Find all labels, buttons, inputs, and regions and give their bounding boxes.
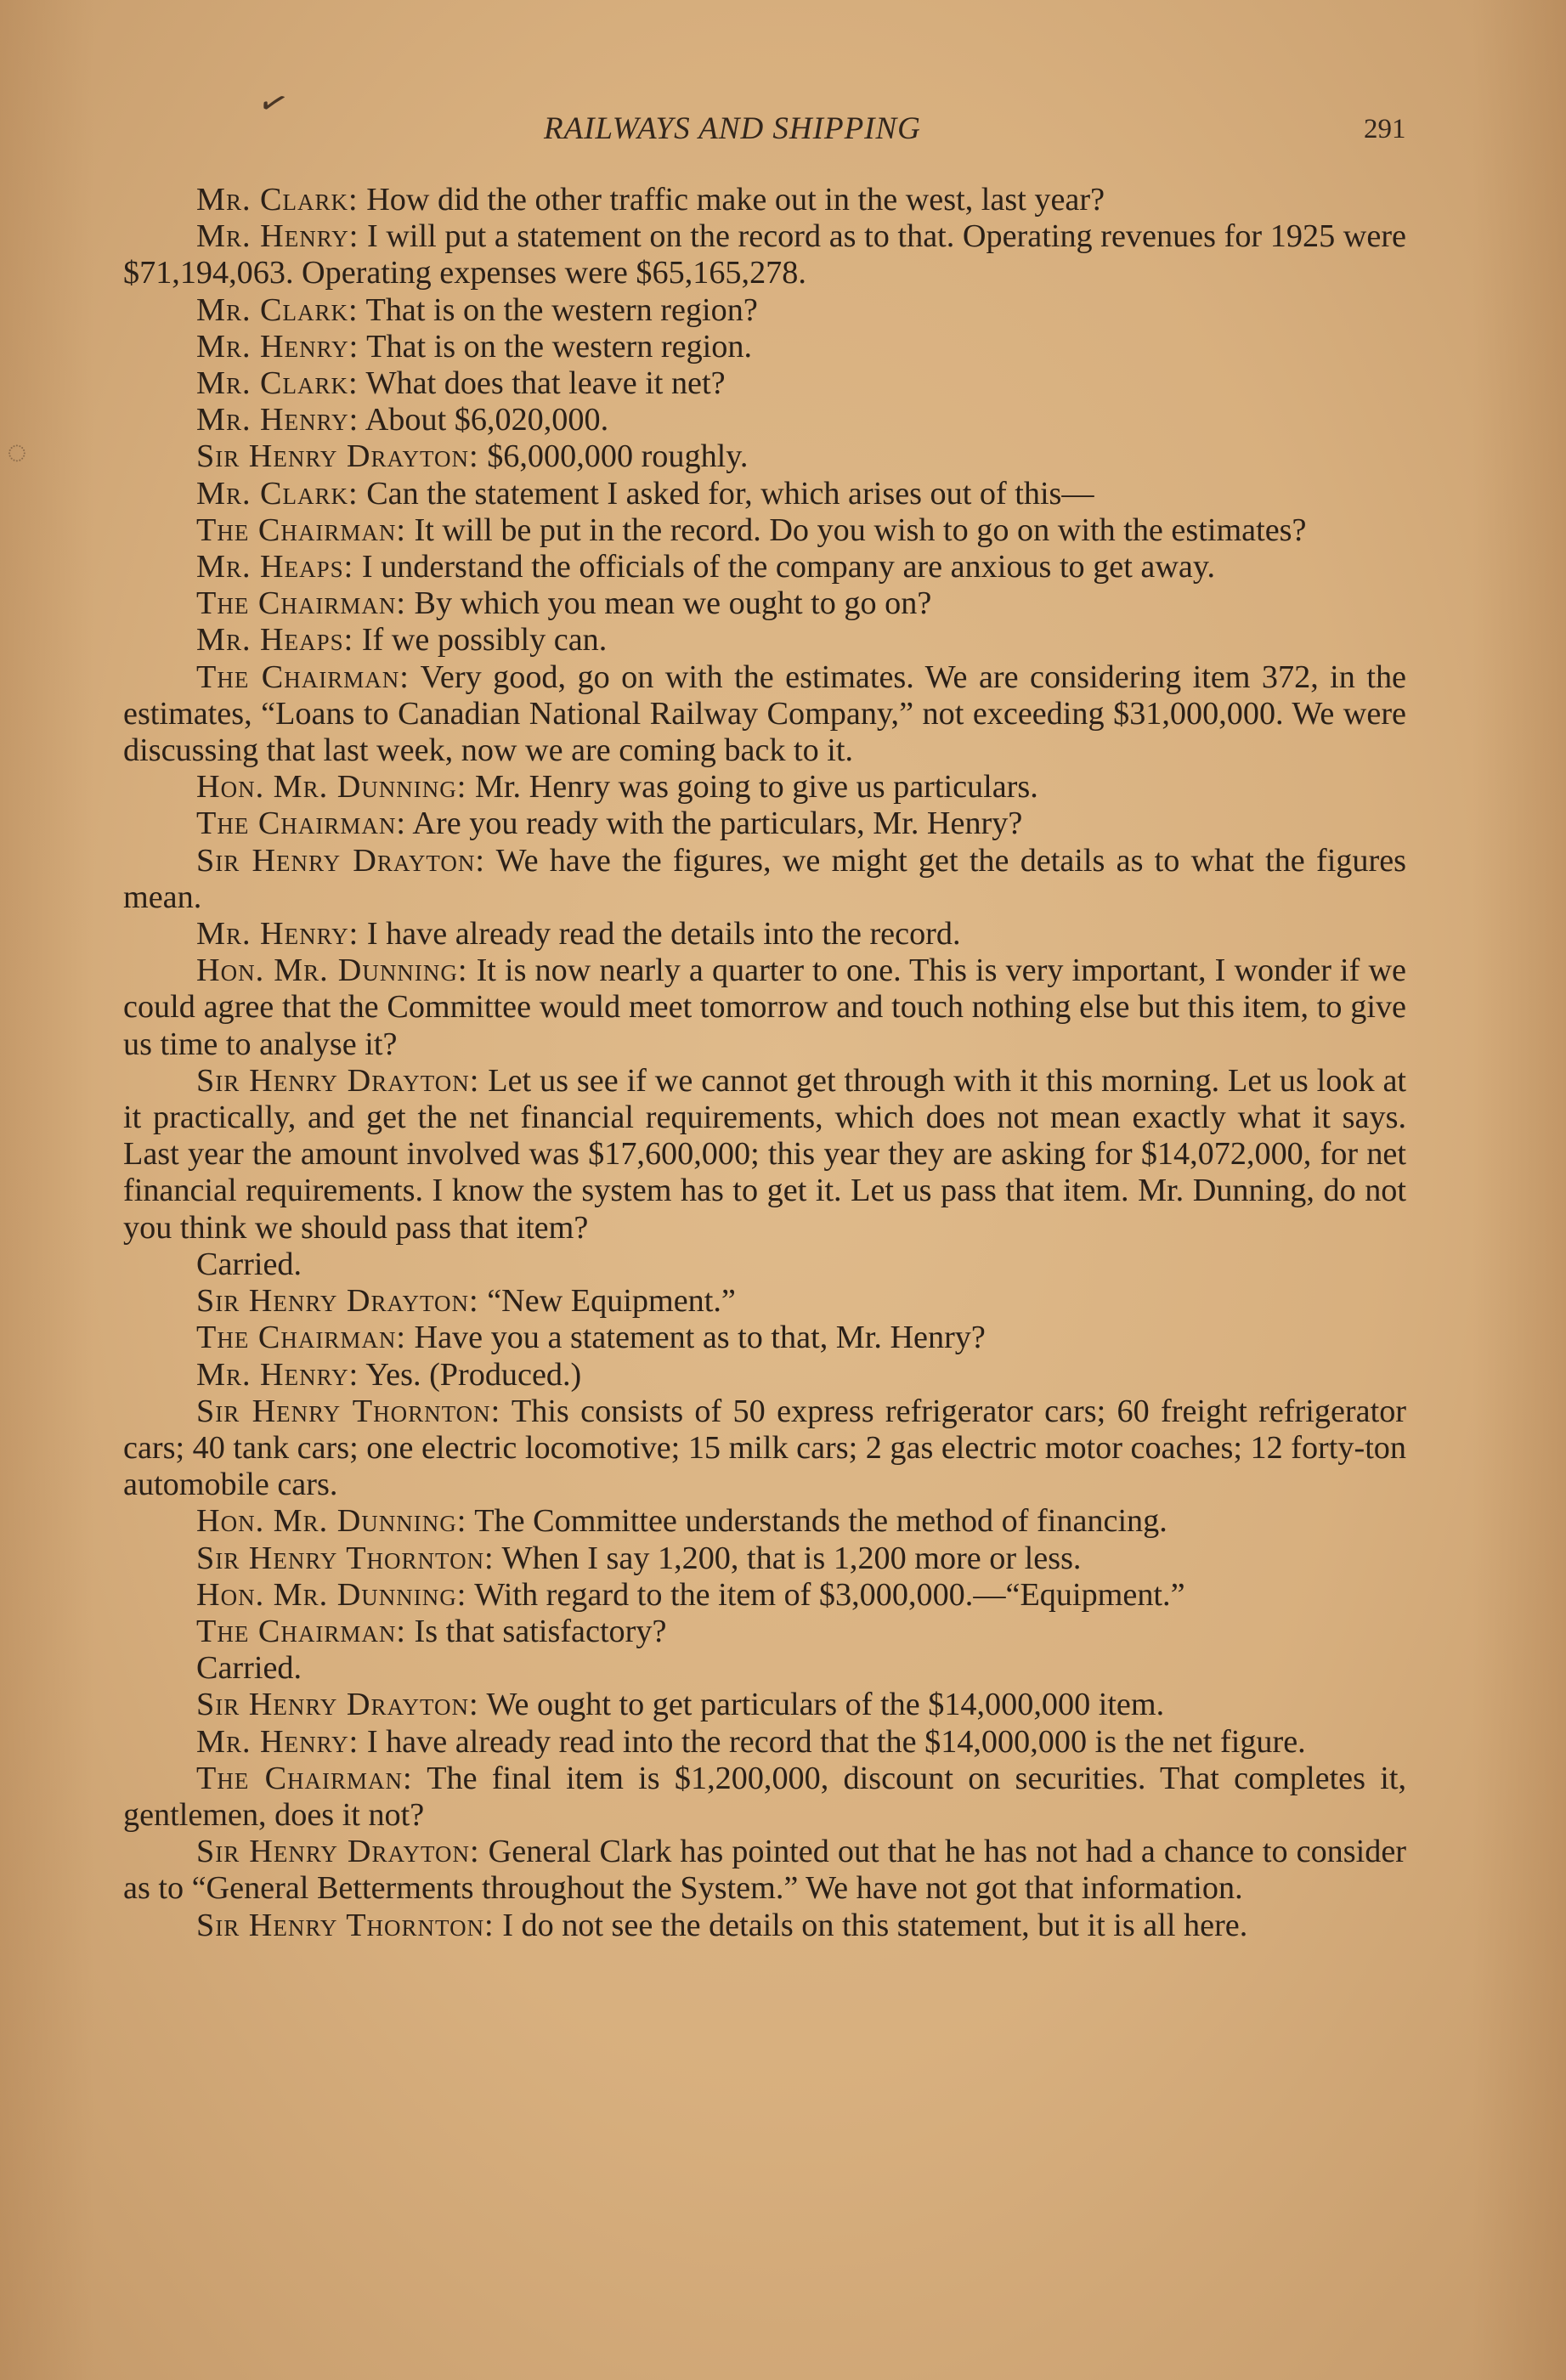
transcript-paragraph [123,1761,1406,1834]
speech-text: General Clark has pointed out that he has not had a chance to consider as to “General Betterments throughout the System.” We have not got that information. [123,1834,1406,1907]
speech-text: With regard to the item of $3,000,000.—“Equipment.” [474,1576,1185,1613]
speaker-name: Mr. Clark: [196,291,359,328]
speaker-name: Sir Henry Drayton: [196,438,479,475]
speech-text: If we possibly can. [361,622,608,659]
speech-text: Carried. [196,1246,302,1282]
transcript-paragraph [123,1394,1406,1504]
transcript-paragraph [123,438,1406,475]
speech-text: We have the figures, we might get the details as to what the figures mean. [123,842,1407,915]
speech-text: What does that leave it net? [365,365,726,402]
transcript-paragraph [123,1614,1406,1650]
transcript-paragraph [123,1724,1406,1761]
speaker-name: Mr. Clark: [196,475,359,512]
pencil-tick-mark: ✓ [253,80,294,127]
transcript-paragraph [123,1577,1406,1614]
speaker-name: Mr. Heaps: [196,622,354,659]
speaker-name: The Chairman: [196,806,406,842]
speaker-name: Mr. Henry: [196,218,359,255]
transcript-paragraph [123,549,1406,585]
transcript-paragraph [123,1503,1406,1540]
speech-text: Mr. Henry was going to give us particulars. [474,769,1038,806]
speaker-name: Sir Henry Drayton: [196,1062,480,1099]
speech-text: This consists of 50 express refrigerator cars; 60 freight refrigerator cars; 40 tank cars; one electric locomotive; 15 milk cars; 2 gas electric motor coaches; 12 forty-ton automobile cars. [123,1393,1407,1503]
speech-text: Is that satisfactory? [414,1613,667,1649]
transcript-paragraph [123,365,1406,402]
speaker-name: The Chairman: [196,1760,413,1796]
transcript-paragraph [123,512,1406,549]
speaker-name: The Chairman: [196,1320,406,1356]
speaker-name: Mr. Clark: [196,365,359,402]
speaker-name: Mr. Heaps: [196,549,354,585]
transcript-paragraph [123,1247,1406,1283]
speaker-name: The Chairman: [196,1613,406,1649]
speaker-name: Hon. Mr. Dunning: [196,953,468,989]
speech-text: “New Equipment.” [487,1283,736,1320]
transcript-paragraph [123,292,1406,329]
speech-text: Very good, go on with the estimates. We are considering item 372, in the estimates, “Loans to Canadian National Railway Company,” not exceeding $31,000,000. We were discussing that last week, now we are coming back to it. [123,659,1406,769]
speaker-name: Mr. Henry: [196,328,359,365]
speaker-name: Mr. Henry: [196,916,359,953]
speaker-name: Sir Henry Drayton: [196,1687,479,1723]
speech-text: Have you a statement as to that, Mr. Henry? [414,1320,986,1356]
speech-text: Let us see if we cannot get through with it this morning. Let us look at it practically, and get the net financial requirements, which does not mean exactly what it says. Last year the amount involved was $17,600,000; this year they are asking for $14,072,000, for net financial requirements. I know the system has to get it. Let us pass that item. Mr. Dunning, do not you think we should pass that item? [123,1062,1407,1246]
transcript-paragraph [123,329,1406,365]
transcript-paragraph [123,1283,1406,1320]
speech-text: The final item is $1,200,000, discount on securities. That completes it, gentlemen, does it not? [123,1760,1406,1833]
speaker-name: Mr. Henry: [196,1723,359,1760]
speech-text: By which you mean we ought to go on? [414,585,932,622]
transcript-paragraph [123,1908,1406,1944]
speech-text: Are you ready with the particulars, Mr. Henry? [412,806,1023,842]
transcript-paragraph [123,585,1406,622]
speech-text: About $6,020,000. [365,402,609,438]
speech-text: $6,000,000 roughly. [487,438,749,475]
speech-text: That is on the western region. [366,328,753,365]
transcript-paragraph [123,622,1406,659]
speaker-name: Sir Henry Thornton: [196,1907,495,1943]
speaker-name: Hon. Mr. Dunning: [196,1576,467,1613]
transcript-paragraph [123,1357,1406,1394]
speech-text: I do not see the details on this statement, but it is all here. [502,1907,1248,1943]
speech-text: I have already read the details into the record. [366,916,961,953]
speaker-name: Sir Henry Drayton: [196,842,486,879]
speech-text: I have already read into the record that the $14,000,000 is the net figure. [366,1723,1306,1760]
speech-text: It is now nearly a quarter to one. This is very important, I wonder if we could agree that the Committee would meet tomorrow and touch nothing else but this item, to give us time to analyse it? [123,953,1406,1062]
speaker-name: Hon. Mr. Dunning: [196,769,467,806]
running-head: RAILWAYS AND SHIPPING [544,111,921,146]
transcript-paragraph [123,843,1406,916]
transcript-paragraph [123,1320,1406,1356]
speaker-name: Mr. Henry: [196,1356,359,1393]
speech-text: When I say 1,200, that is 1,200 more or less. [501,1540,1082,1576]
transcript-body [123,182,1406,1944]
transcript-paragraph [123,1540,1406,1577]
transcript-paragraph [123,769,1406,806]
speech-text: I will put a statement on the record as to that. Operating revenues for 1925 were $71,194,063. Operating expenses were $65,165,278. [123,218,1406,291]
transcript-paragraph [123,806,1406,842]
speaker-name: The Chairman: [196,585,406,622]
speech-text: The Committee understands the method of financing. [474,1503,1167,1540]
speaker-name: Sir Henry Drayton: [196,1834,480,1870]
margin-blemish: ◌ [7,432,27,471]
transcript-paragraph [123,916,1406,953]
speaker-name: Mr. Clark: [196,182,359,218]
transcript-paragraph [123,1687,1406,1723]
transcript-paragraph [123,182,1406,218]
speaker-name: The Chairman: [196,659,410,695]
transcript-paragraph [123,1650,1406,1687]
speech-text: We ought to get particulars of the $14,000,000 item. [486,1687,1165,1723]
transcript-paragraph [123,953,1406,1063]
speaker-name: Sir Henry Drayton: [196,1283,479,1320]
speech-text: Yes. (Produced.) [365,1356,582,1393]
transcript-paragraph [123,1063,1406,1247]
speech-text: Can the statement I asked for, which arises out of this— [366,475,1094,512]
speaker-name: The Chairman: [196,512,406,548]
transcript-paragraph [123,659,1406,770]
speech-text: That is on the western region? [365,291,758,328]
transcript-paragraph [123,1834,1406,1907]
transcript-paragraph [123,476,1406,512]
speaker-name: Sir Henry Thornton: [196,1540,495,1576]
speech-text: Carried. [196,1650,302,1687]
page-number: 291 [1364,114,1406,144]
speaker-name: Sir Henry Thornton: [196,1393,501,1429]
speech-text: It will be put in the record. Do you wish to go on with the estimates? [414,512,1307,548]
speech-text: How did the other traffic make out in the west, last year? [366,182,1105,218]
speech-text: I understand the officials of the company are anxious to get away. [361,549,1216,585]
speaker-name: Mr. Henry: [196,402,359,438]
speaker-name: Hon. Mr. Dunning: [196,1503,467,1540]
transcript-paragraph [123,402,1406,438]
transcript-paragraph [123,218,1406,291]
